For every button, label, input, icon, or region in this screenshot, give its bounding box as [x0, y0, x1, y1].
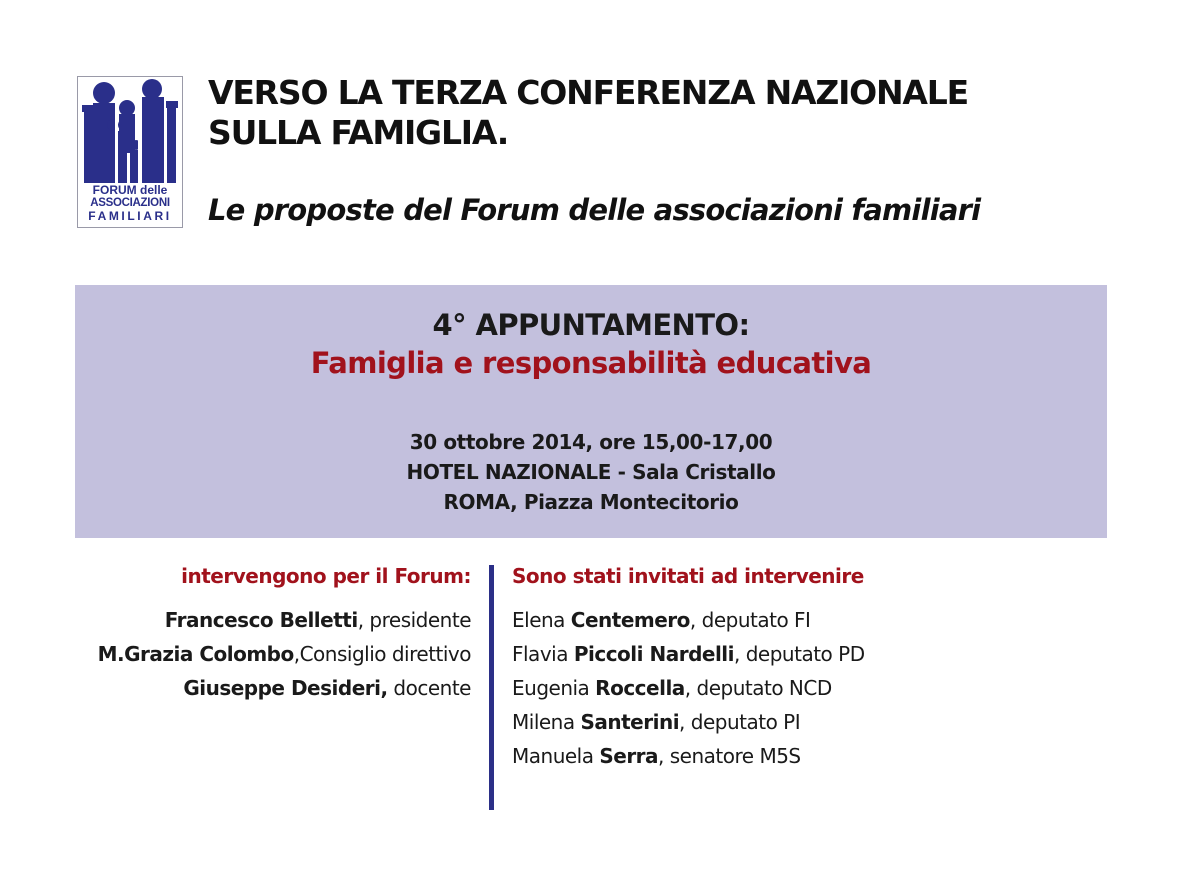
invited-last-name: Centemero [570, 608, 690, 632]
invited-role: , deputato PD [734, 642, 865, 666]
speaker-item [98, 603, 471, 637]
event-details [75, 427, 1107, 517]
column-divider [489, 565, 494, 810]
speaker-role: , presidente [357, 608, 471, 632]
event-banner [75, 285, 1107, 538]
event-date-time: 30 ottobre 2014, ore 15,00-17,00 [409, 430, 773, 454]
invited-item [512, 705, 865, 739]
family-figures-icon [80, 79, 180, 183]
invited-last-name: Serra [599, 744, 659, 768]
invited-last-name: Piccoli Nardelli [573, 642, 735, 666]
invited-first-name: Elena [512, 608, 571, 632]
forum-speakers-heading: intervengono per il Forum: [181, 564, 471, 588]
invited-last-name: Roccella [595, 676, 685, 700]
invited-first-name: Manuela [512, 744, 600, 768]
invited-item [512, 637, 865, 671]
logo-line-1: FORUM delle [92, 183, 168, 197]
speaker-role: ,Consiglio direttivo [293, 642, 471, 666]
event-venue: HOTEL NAZIONALE - Sala Cristallo [406, 460, 776, 484]
invited-first-name: Eugenia [512, 676, 596, 700]
invited-last-name: Santerini [580, 710, 680, 734]
invited-role: , deputato NCD [684, 676, 832, 700]
logo-wordmark [78, 184, 182, 223]
speaker-name: M.Grazia Colombo [97, 642, 294, 666]
invited-item [512, 603, 865, 637]
invited-speakers-heading: Sono stati invitati ad intervenire [512, 564, 864, 588]
invited-role: , deputato PI [679, 710, 801, 734]
invited-first-name: Milena [512, 710, 581, 734]
invited-first-name: Flavia [512, 642, 574, 666]
appointment-heading: 4° APPUNTAMENTO: [432, 308, 750, 342]
logo-line-2: ASSOCIAZIONI [90, 197, 170, 209]
invited-role: , deputato FI [689, 608, 811, 632]
speaker-item [98, 671, 471, 705]
forum-speakers [98, 562, 471, 705]
speaker-name: Giuseppe Desideri, [183, 676, 388, 700]
invited-speakers [512, 562, 865, 773]
invited-role: , senatore M5S [658, 744, 801, 768]
invited-item [512, 739, 865, 773]
event-location: ROMA, Piazza Montecitorio [443, 490, 739, 514]
title-line-1: VERSO LA TERZA CONFERENZA NAZIONALE [208, 73, 968, 112]
speaker-role: docente [387, 676, 471, 700]
title-line-2: SULLA FAMIGLIA. [208, 113, 509, 152]
speaker-name: Francesco Belletti [164, 608, 358, 632]
speaker-item [98, 637, 471, 671]
appointment-topic: Famiglia e responsabilità educativa [310, 346, 872, 380]
page-subtitle: Le proposte del Forum delle associazioni familiari [208, 193, 981, 227]
logo-line-3: FAMILIARI [88, 209, 172, 223]
page-title [208, 73, 968, 153]
forum-logo [77, 76, 183, 228]
invited-item [512, 671, 865, 705]
